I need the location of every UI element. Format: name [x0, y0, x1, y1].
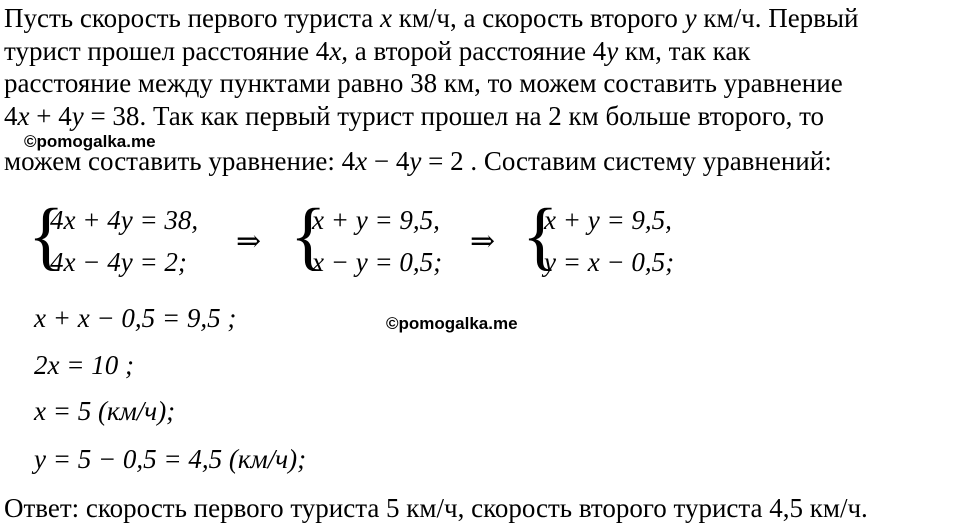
var-y: y — [684, 3, 697, 33]
solution-step-1: x + x − 0,5 = 9,5 ; — [34, 303, 237, 333]
equation-2 — [342, 146, 464, 176]
var-y: y — [606, 36, 619, 66]
watermark: ©pomogalka.me — [386, 314, 518, 333]
left-brace-icon: { — [28, 194, 65, 278]
text-line-1 — [4, 2, 859, 34]
eq-part: = 38 — [83, 101, 140, 131]
var-x: x — [355, 146, 368, 176]
solution-step-4: y = 5 − 0,5 = 4,5 (км/ч); — [34, 444, 307, 474]
system-row: x + y = 9,5, — [544, 205, 672, 235]
text-fragment: км, так как — [618, 36, 751, 66]
text-line-4 — [4, 100, 824, 132]
text-fragment: а второй расстояние 4 — [348, 36, 607, 66]
eq-part: = 2 — [421, 146, 464, 176]
text-fragment: км/ч. Первый — [696, 3, 859, 33]
watermark: ©pomogalka.me — [24, 132, 156, 151]
text-line-2 — [4, 35, 750, 67]
text-fragment: км/ч, а скорость второго — [391, 3, 685, 33]
left-brace-icon: { — [522, 194, 559, 278]
eq-part: 4 — [341, 146, 356, 176]
implies-arrow-icon: ⇒ — [470, 225, 496, 258]
system-row: 4x + 4y = 38, — [50, 205, 199, 235]
system-row: x + y = 9,5, — [312, 205, 440, 235]
eq-part: − 4 — [367, 146, 410, 176]
solution-step-2: 2x = 10 ; — [34, 350, 134, 380]
equation-system-2 — [290, 194, 470, 284]
var-x: x, — [329, 36, 349, 66]
text-line-5 — [4, 145, 832, 177]
text-fragment: Пусть скорость первого туриста — [4, 3, 380, 33]
answer-line: Ответ: скорость первого туриста 5 км/ч, скорость второго туриста 4,5 км/ч. — [4, 493, 868, 523]
var-y: y — [409, 146, 422, 176]
text-fragment: . Так как первый турист прошел на 2 км больше второго, то — [139, 101, 825, 131]
eq-part: + 4 — [29, 101, 72, 131]
var-x: x — [17, 101, 30, 131]
left-brace-icon: { — [290, 194, 327, 278]
implies-arrow-icon: ⇒ — [236, 225, 262, 258]
var-y: y — [71, 101, 84, 131]
var-x: x — [379, 3, 392, 33]
system-row: x − y = 0,5; — [312, 247, 443, 277]
equation-system-1 — [28, 194, 228, 284]
text-fragment: . Составим систему уравнений: — [463, 146, 832, 176]
text-fragment: турист прошел расстояние 4 — [4, 36, 330, 66]
solution-step-3: x = 5 (км/ч); — [34, 396, 176, 426]
equation-1 — [4, 101, 139, 131]
equation-system-3 — [522, 194, 722, 284]
eq-part: 4 — [4, 101, 18, 131]
text-fragment: можем составить уравнение: — [4, 146, 342, 176]
text-line-3: расстояние между пунктами равно 38 км, то можем составить уравнение — [4, 68, 843, 98]
system-row: 4x − 4y = 2; — [50, 247, 187, 277]
system-row: y = x − 0,5; — [544, 247, 675, 277]
